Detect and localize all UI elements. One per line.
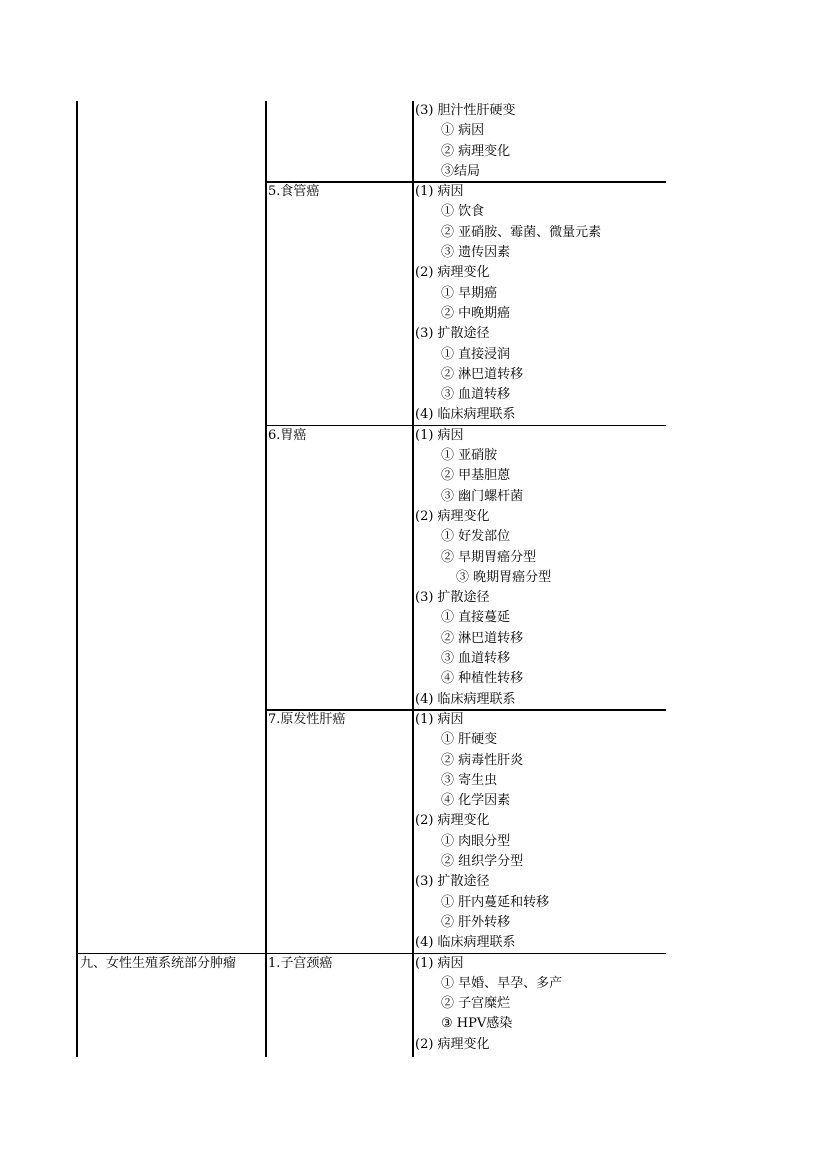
outline-item: ③结局 bbox=[441, 163, 481, 179]
outline-item: (3) 扩散途径 bbox=[415, 326, 490, 342]
topic-cell: 7.原发性肝癌 bbox=[268, 712, 346, 727]
content-cell bbox=[415, 710, 549, 954]
outline-item: ② 早期胃癌分型 bbox=[441, 549, 537, 565]
outline-item: ④ 化学因素 bbox=[441, 793, 511, 809]
outline-item: (4) 临床病理联系 bbox=[415, 935, 516, 951]
content-cell bbox=[415, 954, 562, 1055]
content-cell bbox=[415, 426, 551, 710]
outline-item: ③ 晚期胃癌分型 bbox=[456, 569, 552, 585]
outline-item: ② 病理变化 bbox=[441, 143, 511, 159]
outline-item: (1) 病因 bbox=[415, 712, 464, 727]
outline-item: ② 淋巴道转移 bbox=[441, 630, 524, 646]
outline-item: (3) 扩散途径 bbox=[415, 874, 490, 890]
outline-item: ② 亚硝胺、霉菌、微量元素 bbox=[441, 224, 602, 240]
outline-item: ① 肝内蔓延和转移 bbox=[441, 894, 550, 910]
content-cell bbox=[415, 182, 601, 426]
outline-item: (2) 病理变化 bbox=[415, 813, 490, 829]
outline-item: ① 直接蔓延 bbox=[441, 610, 511, 626]
outline-item: ② 甲基胆蒽 bbox=[441, 468, 511, 484]
outline-item: ② 中晚期癌 bbox=[441, 305, 511, 321]
outline-item: ① 亚硝胺 bbox=[441, 448, 498, 464]
outline-item: (3) 胆汁性肝硬变 bbox=[415, 103, 516, 118]
outline-item: ① 直接浸润 bbox=[441, 346, 511, 362]
column-rule bbox=[76, 101, 78, 1057]
outline-item: ② 肝外转移 bbox=[441, 914, 511, 930]
outline-item: (1) 病因 bbox=[415, 955, 464, 971]
column-rule bbox=[265, 101, 267, 1057]
outline-item: ② 子宫糜烂 bbox=[441, 996, 511, 1012]
outline-item: ③ 血道转移 bbox=[441, 651, 511, 667]
topic-cell: 5.食管癌 bbox=[268, 184, 320, 200]
topic-cell: 1.子宫颈癌 bbox=[268, 955, 333, 971]
outline-item: (4) 临床病理联系 bbox=[415, 407, 516, 423]
outline-item: (2) 病理变化 bbox=[415, 508, 490, 524]
outline-item: ① 饮食 bbox=[441, 204, 485, 220]
outline-item: ② 淋巴道转移 bbox=[441, 366, 524, 382]
outline-item: ② 病毒性肝炎 bbox=[441, 752, 524, 768]
outline-item: ④ 种植性转移 bbox=[441, 671, 524, 687]
outline-item: (1) 病因 bbox=[415, 184, 464, 200]
outline-item: ① 好发部位 bbox=[441, 529, 511, 545]
outline-item: ① 早期癌 bbox=[441, 285, 498, 301]
outline-item: (3) 扩散途径 bbox=[415, 590, 490, 606]
outline-item: (4) 临床病理联系 bbox=[415, 691, 516, 707]
column-rule bbox=[412, 101, 414, 1057]
category-cell: 九、女性生殖系统部分肿瘤 bbox=[80, 955, 237, 971]
outline-item: ③ 寄生虫 bbox=[441, 772, 498, 788]
outline-item: ③ 遗传因素 bbox=[441, 245, 511, 261]
outline-item: ② 组织学分型 bbox=[441, 854, 524, 870]
outline-item: (2) 病理变化 bbox=[415, 1036, 490, 1052]
topic-cell: 6.胃癌 bbox=[268, 427, 307, 443]
outline-item: ③ 血道转移 bbox=[441, 387, 511, 403]
outline-item: ③ HPV感染 bbox=[441, 1016, 513, 1032]
outline-item: ③ 幽门螺杆菌 bbox=[441, 488, 524, 504]
outline-item: ① 病因 bbox=[441, 123, 485, 139]
outline-item: ① 肝硬变 bbox=[441, 732, 498, 748]
content-cell bbox=[415, 101, 516, 182]
outline-item: (1) 病因 bbox=[415, 427, 464, 443]
outline-item: (2) 病理变化 bbox=[415, 265, 490, 281]
outline-item: ① 早婚、早孕、多产 bbox=[441, 975, 563, 991]
outline-item: ① 肉眼分型 bbox=[441, 833, 511, 849]
